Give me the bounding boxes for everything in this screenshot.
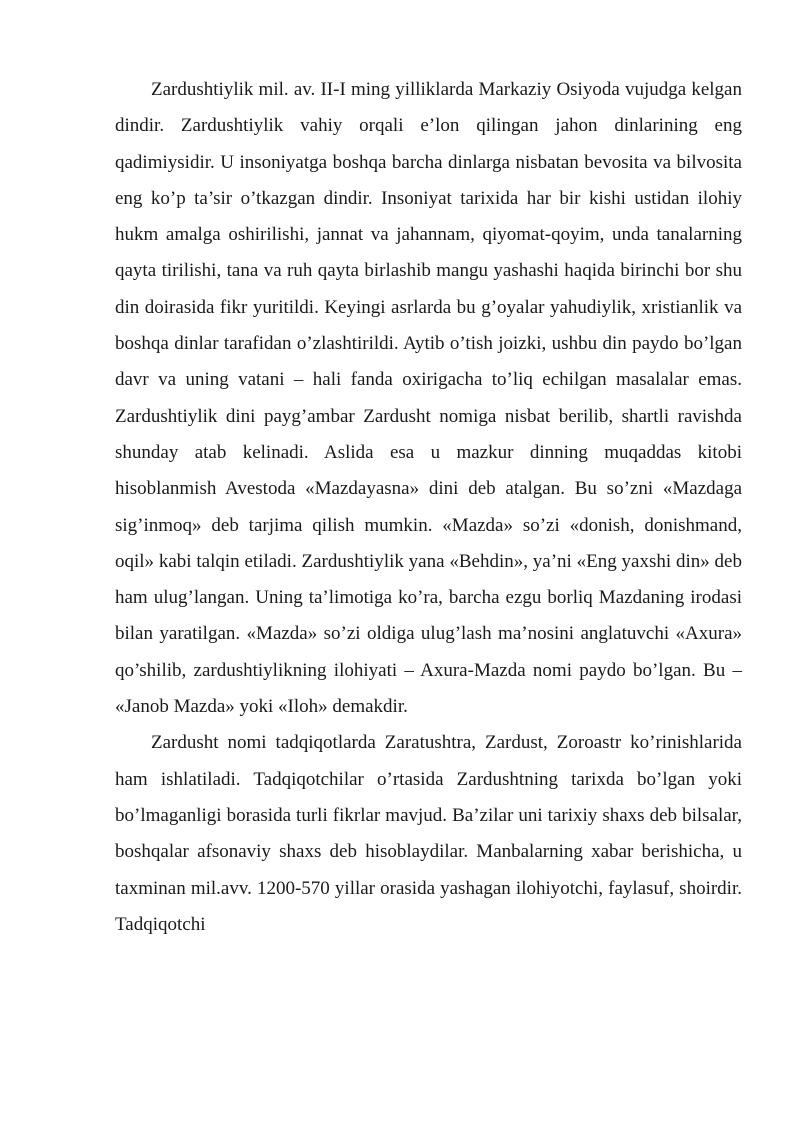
document-body [115,72,742,943]
paragraph-zoroastrianism-intro: Zardushtiylik mil. av. II-I ming yilliklarda Markaziy Osiyoda vujudga kelgan dindir. Zardushtiylik vahiy orqali e’lon qilingan jahon dinlarining eng qadimiysidir. U insoniyatga boshqa barcha dinlarga nisbatan bevosita va bilvosita eng ko’p ta’sir o’tkazgan dindir. Insoniyat tarixida har bir kishi ustidan ilohiy hukm amalga oshirilishi, jannat va jahannam, qiyomat-qoyim, unda tanalarning qayta tirilishi, tana va ruh qayta birlashib mangu yashashi haqida birinchi bor shu din doirasida fikr yuritildi. Keyingi asrlarda bu g’oyalar yahudiylik, xristianlik va boshqa dinlar tarafidan o’zlashtirildi. Aytib o’tish joizki, ushbu din paydo bo’lgan davr va uning vatani – hali fanda oxirigacha to’liq echilgan masalalar emas. Zardushtiylik dini payg’ambar Zardusht nomiga nisbat berilib, shartli ravishda shunday atab kelinadi. Aslida esa u mazkur dinning muqaddas kitobi hisoblanmish Avestoda «Mazdayasna» dini deb atalgan. Bu so’zni «Mazdaga sig’inmoq» deb tarjima qilish mumkin. «Mazda» so’zi «donish, donishmand, oqil» kabi talqin etiladi. Zardushtiylik yana «Behdin», ya’ni «Eng yaxshi din» deb ham ulug’langan. Uning ta’limotiga ko’ra, barcha ezgu borliq Mazdaning irodasi bilan yaratilgan. «Mazda» so’zi oldiga ulug’lash ma’nosini anglatuvchi «Axura» qo’shilib, zardushtiylikning ilohiyati – Axura-Mazda nomi paydo bo’lgan. Bu – «Janob Mazda» yoki «Iloh» demakdir. [115,79,742,718]
paragraph-zardusht-name: Zardusht nomi tadqiqotlarda Zaratushtra, Zardust, Zoroastr ko’rinishlarida ham ishlatiladi. Tadqiqotchilar o’rtasida Zardushtning tarixda bo’lgan yoki bo’lmaganligi borasida turli fikrlar mavjud. Ba’zilar uni tarixiy shaxs deb bilsalar, boshqalar afsonaviy shaxs deb hisoblaydilar. Manbalarning xabar berishicha, u taxminan mil.avv. 1200-570 yillar orasida yashagan ilohiyotchi, faylasuf, shoirdir. Tadqiqotchi [115,732,742,935]
